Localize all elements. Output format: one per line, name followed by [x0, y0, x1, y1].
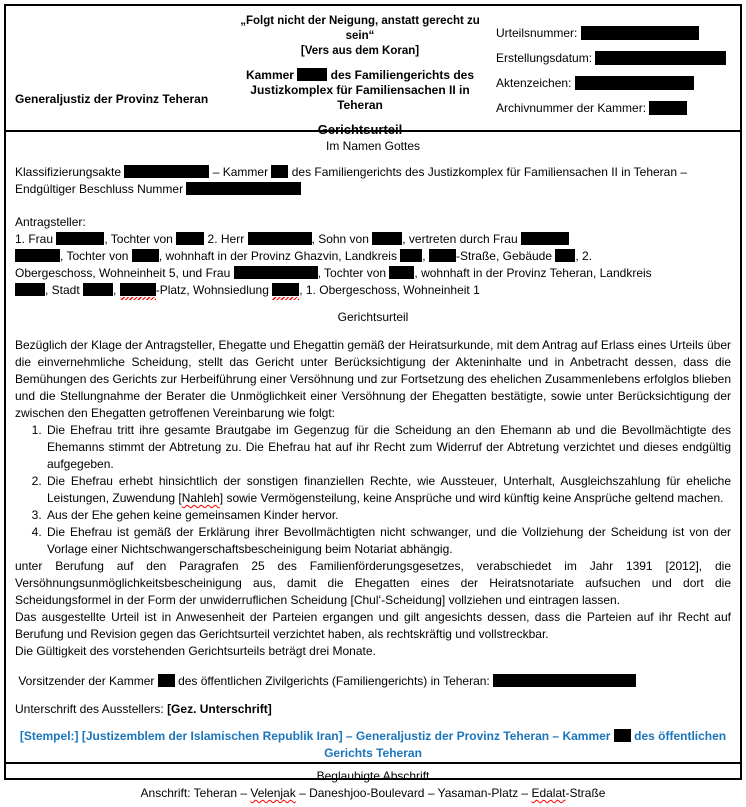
text-segment: Obergeschoss, Wohneinheit 5, und Frau: [15, 266, 234, 280]
judgment-section-title: Gerichtsurteil: [337, 310, 409, 324]
issuing-authority-title: Generaljustiz der Provinz Teheran: [15, 92, 209, 106]
classification-line-1: [15, 164, 731, 181]
issuing-authority-cell: [6, 6, 234, 130]
text-segment: 1. Frau: [15, 232, 57, 246]
agreement-item-3: [45, 507, 731, 524]
text-segment: 2. Herr: [204, 232, 248, 246]
applicants-line-3: [15, 265, 731, 282]
redaction-block: [83, 283, 113, 296]
applicants-line-2: [15, 248, 731, 265]
text-segment: , 1. Obergeschoss, Wohneinheit 1: [299, 283, 480, 297]
text-segment: ,: [422, 249, 429, 263]
text-segment: , Stadt: [45, 283, 84, 297]
text-segment: , Tochter von: [104, 232, 177, 246]
text-segment: ,: [113, 283, 120, 297]
text-segment: Archivnummer der Kammer:: [496, 101, 650, 115]
redaction-block: [234, 266, 318, 279]
text-segment: – Kammer: [209, 165, 272, 179]
redaction-block: [15, 249, 60, 262]
meta-row-aktenzeichen: [496, 76, 740, 90]
intro-paragraph: Bezüglich der Klage der Antragsteller, Ehegatte und Ehegattin gemäß der Heiratsurkunde, mit dem Antrag auf Erlass eines Urteils über die einvernehmliche Scheidung, stellt das Gericht unter Berücksichtigung der Akteninhalte und in Anbetracht dessen, dass die Bemühungen des Gerichts zur Herbeiführung einer Versöhnung und zur Fortsetzung des ehelichen Zusammenlebens erfolglos blieben und die Stellungnahme der Berater die Unmöglichkeit einer Versöhnung der Ehegatten bestätigte, sowie unter Berücksichtigung der zwischen den Ehegatten getroffenen Vereinbarung wie folgt:: [15, 338, 731, 420]
text-segment: ] sowie Vermögensteilung, keine Ansprüche und wird künftig keine Ansprüche geltend machen.: [219, 491, 724, 505]
redaction-block: [521, 232, 569, 245]
redaction-block: [649, 101, 687, 115]
redaction-block: [429, 249, 456, 262]
redaction-block: [56, 232, 104, 245]
text-segment: Urteilsnummer:: [496, 26, 581, 40]
redaction-block: [176, 232, 204, 245]
text-segment: Anschrift: Teheran –: [140, 786, 251, 800]
text-segment: Kammer: [245, 68, 298, 82]
text-segment: Die Ehefrau erhebt hinsichtlich der sonstigen finanziellen Rechte, wie Aussteuer, Unterhalt, Ausgleichszahlung für eheliche Leistungen, Zuwendung [: [47, 474, 731, 505]
text-segment: -Straße: [565, 786, 606, 800]
redaction-block: [124, 165, 209, 178]
redaction-block: [272, 283, 299, 296]
text-segment: , Sohn von: [311, 232, 373, 246]
redaction-block: [248, 232, 312, 245]
chairman-line: [15, 673, 731, 690]
redaction-block: [389, 266, 414, 279]
redaction-block: [400, 249, 422, 262]
text-segment: Vorsitzender der Kammer: [15, 674, 158, 688]
text-segment: Erstellungsdatum:: [496, 51, 596, 65]
address-line: [6, 785, 740, 802]
certified-copy-label: Beglaubigte Abschrift: [316, 769, 430, 783]
text-segment: -Platz, Wohnsiedlung: [155, 283, 273, 297]
redaction-block: [372, 232, 402, 245]
redaction-block: [575, 76, 694, 90]
redaction-block: [186, 182, 301, 195]
signature-line: [15, 701, 731, 718]
classification-line-2: [15, 181, 731, 198]
agreement-item-4: [45, 524, 731, 558]
koran-quote-line2: [Vers aus dem Koran]: [300, 45, 420, 57]
document-body: [6, 132, 740, 762]
redaction-block: [555, 249, 575, 262]
koran-quote-line1: „Folgt nicht der Neigung, anstatt gerecht zu sein“: [240, 15, 480, 42]
closing-paragraph-2: Das ausgestellte Urteil ist in Anwesenheit der Parteien ergangen und gilt angesichts dessen, dass die Parteien auf ihr Recht auf Berufung und Revision gegen das Gerichtsurteil verzichtet haben, als rechtskräftig und vollstreckbar.: [15, 610, 731, 641]
text-segment: Klassifizierungsakte: [15, 165, 125, 179]
redaction-block: [15, 283, 45, 296]
document-type-title: Gerichtsurteil: [317, 122, 403, 137]
meta-row-urteilsnummer: [496, 26, 740, 40]
header-center-cell: [234, 6, 486, 137]
closing-paragraph-3: Die Gültigkeit des vorstehenden Gerichtsurteils beträgt drei Monate.: [15, 644, 376, 658]
agreement-item-2: [45, 473, 731, 507]
redaction-block: [581, 26, 699, 40]
applicants-line-4: [15, 282, 731, 299]
invocation: Im Namen Gottes: [325, 139, 421, 153]
text-segment: , Tochter von: [317, 266, 390, 280]
text-segment: , wohnhaft in der Provinz Teheran, Landkreis: [414, 266, 652, 280]
redaction-block: [120, 283, 156, 296]
text-segment: Aktenzeichen:: [496, 76, 575, 90]
document-header: [6, 6, 740, 137]
court-judgment-page: [4, 4, 742, 800]
redaction-block: [158, 674, 175, 687]
stamp-line: [15, 728, 731, 762]
text-segment: des Familiengerichts des Justizkomplex für Familiensachen II in Teheran –: [288, 165, 688, 179]
redaction-block: [614, 729, 631, 742]
text-segment: Edalat: [531, 786, 566, 800]
agreement-list: [15, 422, 731, 558]
redaction-block: [271, 165, 288, 178]
text-segment: Endgültiger Beschluss Nummer: [15, 182, 187, 196]
text-segment: [Stempel:] [Justizemblem der Islamischen Republik Iran] – Generaljustiz der Provinz Teheran – Kammer: [19, 729, 614, 743]
text-segment: – Daneshjoo-Boulevard – Yasaman-Platz –: [295, 786, 532, 800]
text-segment: des öffentlichen Zivilgerichts (Familiengerichts) in Teheran:: [174, 674, 494, 688]
text-segment: des Familiengerichts des Justizkomplex für Familiensachen II in Teheran: [250, 68, 475, 112]
agreement-item-1: [45, 422, 731, 473]
text-segment: Velenjak: [250, 786, 296, 800]
text-segment: [Gez. Unterschrift]: [167, 702, 272, 716]
document-footer: [6, 762, 740, 807]
text-segment: -Straße, Gebäude: [455, 249, 556, 263]
text-segment: des öffentlichen Gerichts Teheran: [324, 729, 727, 760]
text-segment: Nahleh: [181, 491, 220, 505]
text-segment: , wohnhaft in der Provinz Ghazvin, Landkreis: [158, 249, 401, 263]
chamber-title: [234, 68, 486, 113]
applicants-line-1: [15, 231, 731, 248]
redaction-block: [595, 51, 726, 65]
text-segment: Die Ehefrau ist gemäß der Erklärung ihrer Bevollmächtigten nicht schwanger, und die Vollziehung der Scheidung ist von der Vorlage einer Nichtschwangerschaftsbescheinigung beim Notariat abhängig.: [47, 525, 731, 556]
case-metadata: [486, 6, 740, 130]
text-segment: Die Ehefrau tritt ihre gesamte Brautgabe im Gegenzug für die Scheidung an den Ehemann ab und die Bevollmächtigte des Ehemanns stimmt der Abtretung zu. Die Ehefrau hat auf ihr Recht zum Widerruf der Abtretung verzichtet und dieses endgültig aufgegeben.: [47, 423, 731, 471]
text-segment: Unterschrift des Ausstellers:: [15, 702, 168, 716]
closing-paragraph-1: unter Berufung auf den Paragrafen 25 des Familienförderungsgesetzes, verabschiedet im Jahr 1391 [2012], die Versöhnungsunmöglichkeitsbescheinigung aus, damit die Ehegatten eines der Heiratsnotariate aufsuchen und dort die Scheidungsformel in der Form der unwiderruflichen Scheidung [Chulʻ-Scheidung] vollziehen und eintragen lassen.: [15, 559, 731, 607]
meta-row-archivnummer: [496, 101, 740, 115]
redaction-block: [132, 249, 159, 262]
applicants-label: Antragsteller:: [15, 215, 86, 229]
text-segment: , 2.: [575, 249, 593, 263]
text-segment: Aus der Ehe gehen keine gemeinsamen Kinder hervor.: [47, 508, 339, 522]
meta-row-erstellungsdatum: [496, 51, 740, 65]
text-segment: , vertreten durch Frau: [402, 232, 521, 246]
redaction-block: [297, 68, 327, 81]
redaction-block: [493, 674, 636, 687]
text-segment: , Tochter von: [60, 249, 132, 263]
